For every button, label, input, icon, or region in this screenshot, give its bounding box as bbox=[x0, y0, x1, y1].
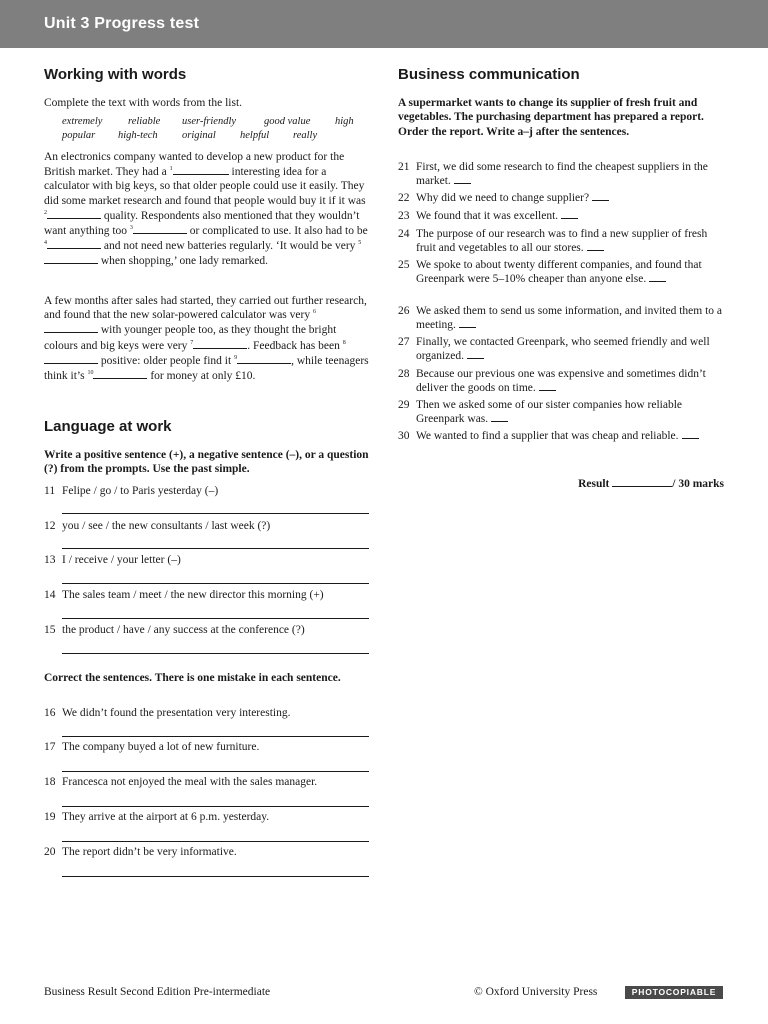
question-number: 16 bbox=[44, 707, 56, 719]
paragraph-text: A few months after sales had started, they carried out further research, and found that the new solar-powered calculator was very bbox=[44, 295, 367, 322]
order-text: Finally, we contacted Greenpark, who seemed friendly and well organized. bbox=[416, 336, 710, 363]
paragraph-text: , while teenagers think it’s bbox=[44, 354, 369, 383]
paragraph-2 bbox=[44, 294, 369, 383]
section-heading-working-with-words: Working with words bbox=[44, 66, 187, 83]
word-list-item: high bbox=[335, 116, 354, 127]
question-text: The company buyed a lot of new furniture. bbox=[62, 741, 260, 753]
order-number: 28 bbox=[398, 368, 410, 380]
answer-line[interactable] bbox=[62, 583, 369, 584]
order-number: 25 bbox=[398, 259, 410, 271]
answer-line[interactable] bbox=[62, 736, 369, 737]
order-item bbox=[398, 191, 724, 205]
answer-line[interactable] bbox=[62, 876, 369, 877]
question-text: Francesca not enjoyed the meal with the sales manager. bbox=[62, 776, 318, 788]
question-text: you / see / the new consultants / last week (?) bbox=[62, 520, 271, 532]
answer-line[interactable] bbox=[62, 548, 369, 549]
gap-number: 1 bbox=[169, 166, 173, 173]
gap-blank[interactable] bbox=[47, 238, 101, 249]
order-item bbox=[398, 227, 724, 255]
instruction-working-with-words: Complete the text with words from the list. bbox=[44, 97, 243, 109]
order-number: 24 bbox=[398, 228, 410, 240]
answer-blank[interactable] bbox=[649, 272, 666, 282]
page-title: Unit 3 Progress test bbox=[44, 15, 200, 32]
gap-blank[interactable] bbox=[44, 322, 98, 333]
question-number: 15 bbox=[44, 624, 56, 636]
answer-line[interactable] bbox=[62, 618, 369, 619]
word-list-item: high-tech bbox=[118, 130, 158, 141]
order-text: We spoke to about twenty different companies, and found that Greenpark were 5–10% cheaper than anyone else. bbox=[416, 259, 702, 286]
paragraph-text: positive: older people find it bbox=[98, 354, 235, 367]
question-text: the product / have / any success at the conference (?) bbox=[62, 624, 305, 636]
footer-book-title: Business Result Second Edition Pre-intermediate bbox=[44, 986, 271, 998]
gap-blank[interactable] bbox=[193, 338, 247, 349]
gap-number: 4 bbox=[44, 240, 47, 247]
order-number: 21 bbox=[398, 161, 410, 173]
answer-blank[interactable] bbox=[459, 318, 476, 328]
order-text: We wanted to find a supplier that was cheap and reliable. bbox=[416, 430, 679, 442]
question-text: We didn’t found the presentation very interesting. bbox=[62, 707, 291, 719]
gap-blank[interactable] bbox=[237, 353, 291, 364]
gap-number: 2 bbox=[44, 209, 47, 216]
gap-blank[interactable] bbox=[44, 253, 98, 264]
paragraph-text: interesting idea for a calculator with big keys, so that older people could use it easily. They did some market research and found that people would buy it if it was bbox=[44, 166, 366, 207]
gap-number: 9 bbox=[234, 354, 238, 361]
gap-blank[interactable] bbox=[173, 164, 229, 175]
order-text: Then we asked some of our sister companies how reliable Greenpark was. bbox=[416, 399, 683, 426]
order-item bbox=[398, 160, 724, 188]
word-list-item: helpful bbox=[240, 130, 270, 141]
question-text: The report didn’t be very informative. bbox=[62, 846, 237, 858]
question-number: 11 bbox=[44, 485, 56, 497]
order-text: We asked them to send us some information, and invited them to a meeting. bbox=[416, 305, 722, 332]
gap-number: 8 bbox=[342, 339, 346, 346]
question-text: The sales team / meet / the new director this morning (+) bbox=[62, 589, 324, 601]
answer-blank[interactable] bbox=[491, 412, 508, 422]
word-list-item: popular bbox=[62, 130, 96, 141]
answer-line[interactable] bbox=[62, 653, 369, 654]
order-text: We found that it was excellent. bbox=[416, 210, 559, 222]
gap-blank[interactable] bbox=[93, 368, 147, 379]
word-list-item: really bbox=[293, 130, 318, 141]
gap-blank[interactable] bbox=[44, 353, 98, 364]
order-item bbox=[398, 209, 724, 223]
paragraph-text: and not need new batteries regularly. ‘It would be very bbox=[101, 240, 359, 253]
gap-blank[interactable] bbox=[133, 223, 187, 234]
paragraph-text: quality. Respondents also mentioned that they wouldn’t want anything too bbox=[44, 209, 360, 238]
paragraph-text: . Feedback has been bbox=[247, 339, 343, 352]
question-number: 20 bbox=[44, 846, 56, 858]
order-text: Why did we need to change supplier? bbox=[416, 192, 590, 204]
question-number: 17 bbox=[44, 741, 56, 753]
order-item bbox=[398, 367, 724, 395]
paragraph-text: with younger people too, as they thought the bright colours and big keys were very bbox=[44, 324, 337, 352]
order-number: 27 bbox=[398, 336, 410, 348]
question-text: Felipe / go / to Paris yesterday (–) bbox=[62, 485, 219, 497]
answer-line[interactable] bbox=[62, 841, 369, 842]
order-item bbox=[398, 429, 724, 443]
paragraph-text: when shopping,’ one lady remarked. bbox=[98, 255, 269, 268]
question-text: They arrive at the airport at 6 p.m. yesterday. bbox=[62, 811, 270, 823]
word-list-item: original bbox=[182, 130, 216, 141]
word-list-item: good value bbox=[264, 116, 311, 127]
order-number: 26 bbox=[398, 305, 410, 317]
answer-line[interactable] bbox=[62, 806, 369, 807]
question-number: 14 bbox=[44, 589, 56, 601]
gap-number: 6 bbox=[312, 309, 316, 316]
paragraph-1 bbox=[44, 150, 369, 269]
answer-blank[interactable] bbox=[467, 349, 484, 359]
order-item bbox=[398, 304, 724, 332]
question-number: 18 bbox=[44, 776, 56, 788]
section-heading-business-communication: Business communication bbox=[398, 66, 580, 83]
paragraph-text: for money at only £10. bbox=[147, 370, 256, 383]
order-number: 29 bbox=[398, 399, 410, 411]
answer-blank[interactable] bbox=[592, 191, 609, 201]
instruction-past-simple: Write a positive sentence (+), a negative sentence (–), or a question (?) from the prompts. Use the past simple. bbox=[44, 449, 369, 475]
gap-number: 7 bbox=[190, 339, 194, 346]
word-list-item: user-friendly bbox=[182, 116, 237, 127]
answer-blank[interactable] bbox=[454, 174, 471, 184]
section-heading-language-at-work: Language at work bbox=[44, 418, 172, 435]
result-blank[interactable] bbox=[612, 476, 672, 487]
order-text: The purpose of our research was to find a new supplier of fresh fruit and vegetables to all our stores. bbox=[416, 228, 708, 255]
answer-blank[interactable] bbox=[539, 381, 556, 391]
question-text: I / receive / your letter (–) bbox=[62, 554, 181, 566]
order-number: 30 bbox=[398, 430, 410, 442]
question-number: 19 bbox=[44, 811, 56, 823]
gap-number: 3 bbox=[129, 225, 133, 232]
result-total: / 30 marks bbox=[672, 478, 724, 490]
paragraph-text: An electronics company wanted to develop a new product for the British market. They had a bbox=[44, 151, 345, 179]
result-label: Result bbox=[578, 478, 610, 490]
answer-line[interactable] bbox=[62, 771, 369, 772]
instruction-business-communication: A supermarket wants to change its supplier of fresh fruit and vegetables. The purchasing department has prepared a report. Order the report. Write a–j after the sentences. bbox=[398, 97, 704, 138]
result-score bbox=[578, 476, 724, 490]
question-number: 13 bbox=[44, 554, 56, 566]
photocopiable-badge: PHOTOCOPIABLE bbox=[625, 986, 723, 999]
word-list-item: extremely bbox=[62, 116, 103, 127]
order-number: 22 bbox=[398, 192, 410, 204]
answer-blank[interactable] bbox=[587, 241, 604, 251]
question-number: 12 bbox=[44, 520, 56, 532]
order-item bbox=[398, 398, 724, 426]
gap-number: 5 bbox=[358, 240, 362, 247]
gap-number: 10 bbox=[87, 370, 94, 377]
order-item bbox=[398, 258, 724, 286]
answer-blank[interactable] bbox=[561, 209, 578, 219]
order-number: 23 bbox=[398, 210, 410, 222]
answer-line[interactable] bbox=[62, 513, 369, 514]
instruction-correct-sentences: Correct the sentences. There is one mistake in each sentence. bbox=[44, 672, 341, 684]
order-text: First, we did some research to find the cheapest suppliers in the market. bbox=[416, 161, 708, 188]
page-header bbox=[0, 0, 768, 48]
order-text: Because our previous one was expensive and sometimes didn’t deliver the goods on time. bbox=[416, 368, 706, 395]
footer-copyright: © Oxford University Press bbox=[474, 986, 598, 998]
order-item bbox=[398, 335, 724, 363]
word-list-item: reliable bbox=[128, 116, 161, 127]
paragraph-text: or complicated to use. It also had to be bbox=[186, 225, 368, 238]
gap-blank[interactable] bbox=[47, 208, 101, 219]
answer-blank[interactable] bbox=[682, 429, 699, 439]
